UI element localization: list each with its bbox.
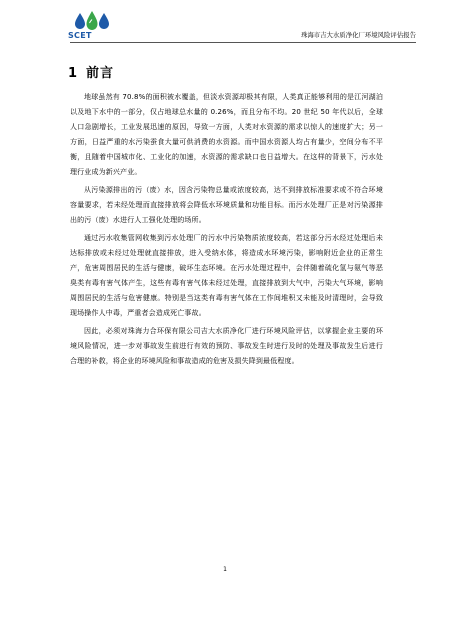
water-drops-icon xyxy=(70,10,114,32)
section-heading xyxy=(68,62,114,81)
page-header xyxy=(40,10,416,40)
page-number: 1 xyxy=(223,566,227,573)
report-title: 珠海市吉大水质净化厂环境风险评估报告 xyxy=(300,31,416,39)
section-title: 前言 xyxy=(86,66,115,81)
paragraph: 从污染源排出的污（废）水，因含污染物总量或浓度较高，达不到排放标准要求或不符合环境容量要求，若未经处理而直接排放将会降低水环境质量和功能目标。而污水处理厂正是对污染源排出的污（废）水进行人工强化处理的场所。 xyxy=(70,186,383,224)
paragraph: 通过污水收集管网收集到污水处理厂的污水中污染物质浓度较高，若这部分污水经过处理后未达标排放或未经过处理就直接排放，进入受纳水体，将造成水环境污染，影响附近企业的正常生产，危害周围居民的生活与健康，破坏生态环境。在污水处理过程中，会伴随着硫化氢与氨气等恶臭类有毒有害气体产生，这些有毒有害气体未经过处理，直接排放到大气中，污染大气环境，影响周围居民的生活与危害健康。特别是当这类有毒有害气体在工作间堆积又未能及时清理时，会导致现场操作人中毒，严重者会造成死亡事故。 xyxy=(70,234,383,317)
logo-text: SCET xyxy=(68,31,92,40)
paragraph: 地球虽然有 70.8%的面积被水覆盖，但淡水资源却极其有限，人类真正能够利用的是江河湖泊以及地下水中的一部分，仅占地球总水量的 0.26%，而且分布不均。20 世纪 50 年代以后，全球人口急剧增长，工业发展迅速的原因，导致一方面，人类对水资源的需求以惊人的速度扩大；另一方面，日益严重的水污染蚕食大量可供消费的水资源。而中国水资源人均占有量少，空间分布不平衡，且随着中国城市化、工业化的加速，水资源的需求缺口也日益增大。在这样的背景下，污水处理行业成为新兴产业。 xyxy=(70,93,383,176)
header-divider xyxy=(70,42,416,43)
body-text xyxy=(70,90,383,372)
paragraph: 因此，必须对珠海力合环保有限公司吉大水质净化厂进行环境风险评估，以掌握企业主要的环境风险情况，进一步对事故发生前进行有效的预防、事故发生时进行及时的处理及事故发生后进行合理的补救，将企业的环境风险和事故造成的危害及损失降到最低程度。 xyxy=(70,327,383,365)
section-number: 1 xyxy=(68,66,79,81)
